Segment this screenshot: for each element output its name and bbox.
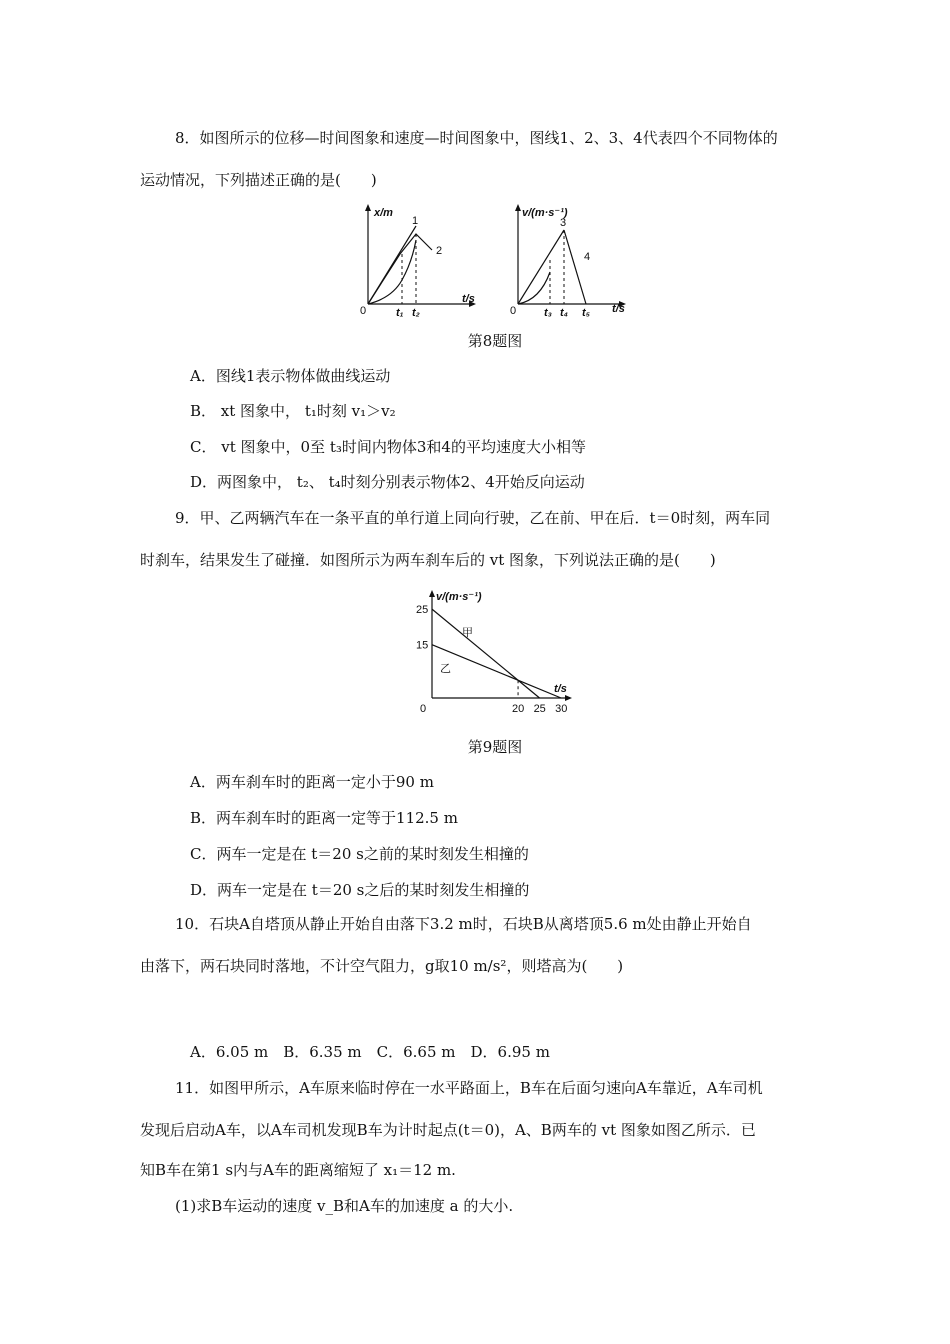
vt-line-4-label: 4 <box>584 251 591 263</box>
q10-options: A．6.05 m B．6.35 m C．6.65 m D．6.95 m <box>190 1043 550 1061</box>
xt-curve-2 <box>368 240 416 304</box>
q9-option-c: C．两车一定是在 t＝20 s之前的某时刻发生相撞的 <box>190 845 529 863</box>
q10-stem-line-2: 由落下，两石块同时落地，不计空气阻力，g取10 m/s²，则塔高为( ) <box>140 957 624 975</box>
q9-y-arrow <box>429 590 435 597</box>
q9-x-tick-25: 25 <box>533 703 546 715</box>
q11-stem-line-3: 知B车在第1 s内与A车的距离缩短了 x₁＝12 m. <box>140 1161 456 1179</box>
vt-x-label: t/s <box>612 303 625 315</box>
q9-series-yi-label: 乙 <box>440 663 451 675</box>
q8-option-d: D．两图象中， t₂、 t₄时刻分别表示物体2、4开始反向运动 <box>190 473 585 491</box>
q9-option-d: D．两车一定是在 t＝20 s之后的某时刻发生相撞的 <box>190 881 530 899</box>
q11-sub-question-1: (1)求B车运动的速度 v_B和A车的加速度 a 的大小. <box>175 1197 514 1215</box>
q9-x-tick-0: 0 <box>420 703 427 715</box>
vt-y-label: v/(m·s⁻¹) <box>522 207 568 219</box>
vt-line-3 <box>518 230 564 304</box>
q9-option-a: A．两车刹车时的距离一定小于90 m <box>190 773 434 791</box>
q9-x-label: t/s <box>554 683 567 695</box>
xt-y-arrow <box>365 204 371 211</box>
xt-origin: 0 <box>360 305 367 317</box>
vt-origin: 0 <box>510 305 517 317</box>
q8-option-c: C． vt 图象中，0至 t₃时间内物体3和4的平均速度大小相等 <box>190 438 586 456</box>
xt-line-2-label: 2 <box>436 245 443 257</box>
vt-line-3-label: 3 <box>560 217 567 229</box>
q9-y-label: v/(m·s⁻¹) <box>436 591 482 603</box>
q9-option-b: B．两车刹车时的距离一定等于112.5 m <box>190 809 458 827</box>
q9-x-tick-20: 20 <box>512 703 525 715</box>
q9-series-jia-label: 甲 <box>462 627 473 639</box>
q8-vt-graph <box>500 200 650 320</box>
q9-x-tick-30: 30 <box>555 703 568 715</box>
q9-stem-line-1: 9．甲、乙两辆汽车在一条平直的单行道上同向行驶，乙在前、甲在后．t＝0时刻，两车同 <box>175 509 771 527</box>
xt-t1-label: t₁ <box>396 307 404 319</box>
q9-series-line-1 <box>432 645 561 698</box>
vt-curve <box>518 272 550 304</box>
q9-stem-line-2: 时刹车，结果发生了碰撞．如图所示为两车刹车后的 vt 图象，下列说法正确的是( ) <box>140 551 716 569</box>
q8-option-a: A．图线1表示物体做曲线运动 <box>190 367 391 385</box>
q8-stem-line-1: 8．如图所示的位移—时间图象和速度—时间图象中，图线1、2、3、4代表四个不同物体的 <box>175 129 778 147</box>
vt-line-4 <box>564 230 586 304</box>
q9-vt-chart <box>410 586 580 716</box>
q9-series-line-0 <box>432 609 540 698</box>
vt-y-arrow <box>515 204 521 211</box>
q8-stem-line-2: 运动情况，下列描述正确的是( ) <box>140 171 377 189</box>
xt-x-label: t/s <box>462 293 475 305</box>
q8-xt-graph-real <box>350 200 500 320</box>
q9-caption: 第9题图 <box>467 738 523 756</box>
q9-x-arrow <box>565 695 572 701</box>
vt-t4-label: t₄ <box>560 307 569 319</box>
xt-y-label: x/m <box>374 207 393 219</box>
q9-y-tick-25: 25 <box>416 604 429 617</box>
vt-t3-label: t₃ <box>544 307 552 319</box>
q11-stem-line-1: 11．如图甲所示，A车原来临时停在一水平路面上，B车在后面匀速向A车靠近，A车司机 <box>175 1079 763 1097</box>
vt-t5-label: t₅ <box>582 307 591 319</box>
xt-t2-label: t₂ <box>412 307 420 319</box>
q11-stem-line-2: 发现后启动A车，以A车司机发现B车为计时起点(t＝0)，A、B两车的 vt 图象如图乙所示．已 <box>140 1121 756 1139</box>
q8-caption: 第8题图 <box>467 332 523 350</box>
q8-option-b: B． xt 图象中， t₁时刻 v₁＞v₂ <box>190 402 396 420</box>
q9-y-tick-15: 15 <box>416 639 429 652</box>
xt-line-1-label: 1 <box>412 215 419 227</box>
q10-stem-line-1: 10．石块A自塔顶从静止开始自由落下3.2 m时，石块B从离塔顶5.6 m处由静止开始自 <box>175 915 752 933</box>
xt-line-2 <box>368 234 432 304</box>
